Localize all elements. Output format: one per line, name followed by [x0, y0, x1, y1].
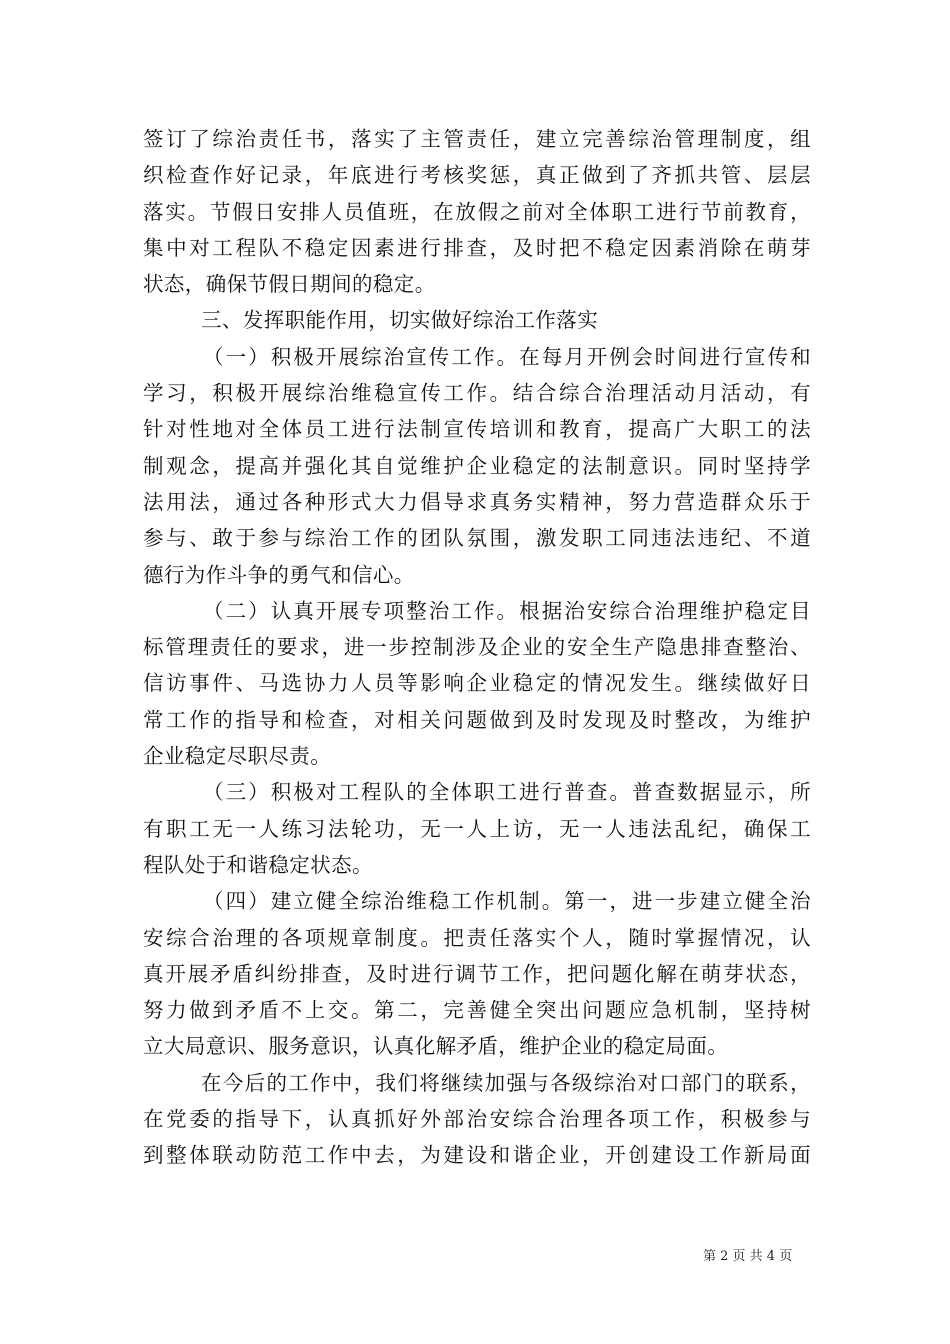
text-line: 程队处于和谐稳定状态。 [143, 852, 373, 877]
text-line: 学习，积极开展综治维稳宣传工作。结合综合治理活动月活动，有 [143, 381, 811, 406]
text-line: 状态，确保节假日期间的稳定。 [143, 272, 436, 297]
section-heading: 三、发挥职能作用，切实做好综治工作落实 [201, 308, 599, 333]
text-line: 标管理责任的要求，进一步控制涉及企业的安全生产隐患排查整治、 [143, 635, 811, 660]
text-line: （四）建立健全综治维稳工作机制。第一，进一步建立健全治 [203, 889, 811, 914]
text-line: 信访事件、马选协力人员等影响企业稳定的情况发生。继续做好日 [143, 671, 811, 696]
text-line: 在党委的指导下，认真抓好外部治安综合治理各项工作，积极参与 [143, 1107, 811, 1132]
text-line: 签订了综治责任书，落实了主管责任，建立完善综治管理制度，组 [143, 127, 811, 151]
text-line: 立大局意识、服务意识，认真化解矛盾，维护企业的稳定局面。 [143, 1034, 729, 1059]
text-line: 参与、敢于参与综治工作的团队氛围，激发职工同违法违纪、不道 [143, 526, 811, 551]
text-line: 法用法，通过各种形式大力倡导求真务实精神，努力营造群众乐于 [143, 489, 811, 514]
text-line: 织检查作好记录，年底进行考核奖惩，真正做到了齐抓共管、层层 [143, 163, 811, 188]
text-line: （一）积极开展综治宣传工作。在每月开例会时间进行宣传和 [203, 344, 811, 369]
text-line: 有职工无一人练习法轮功，无一人上访，无一人违法乱纪，确保工 [143, 816, 811, 841]
text-line: （三）积极对工程队的全体职工进行普查。普查数据显示，所 [203, 780, 811, 805]
text-line: 到整体联动防范工作中去，为建设和谐企业，开创建设工作新局面 [143, 1143, 811, 1168]
page-number: 第 2 页 共 4 页 [703, 1249, 793, 1264]
text-line: 努力做到矛盾不上交。第二，完善健全突出问题应急机制，坚持树 [143, 998, 811, 1023]
text-line: 制观念，提高并强化其自觉维护企业稳定的法制意识。同时坚持学 [143, 453, 811, 478]
text-line: 针对性地对全体员工进行法制宣传培训和教育，提高广大职工的法 [143, 417, 811, 442]
text-line: 安综合治理的各项规章制度。把责任落实个人，随时掌握情况，认 [143, 925, 811, 950]
text-line: （二）认真开展专项整治工作。根据治安综合治理维护稳定目 [203, 598, 811, 623]
text-line: 集中对工程队不稳定因素进行排查，及时把不稳定因素消除在萌芽 [143, 235, 811, 260]
text-line: 在今后的工作中，我们将继续加强与各级综治对口部门的联系， [201, 1070, 811, 1095]
text-line: 德行为作斗争的勇气和信心。 [143, 562, 415, 587]
text-line: 真开展矛盾纠纷排查，及时进行调节工作，把问题化解在萌芽状态， [143, 961, 811, 986]
text-line: 落实。节假日安排人员值班，在放假之前对全体职工进行节前教育， [143, 199, 811, 224]
text-line: 企业稳定尽职尽责。 [143, 744, 332, 769]
document-body [143, 121, 811, 1174]
text-line: 常工作的指导和检查，对相关问题做到及时发现及时整改，为维护 [143, 707, 811, 732]
